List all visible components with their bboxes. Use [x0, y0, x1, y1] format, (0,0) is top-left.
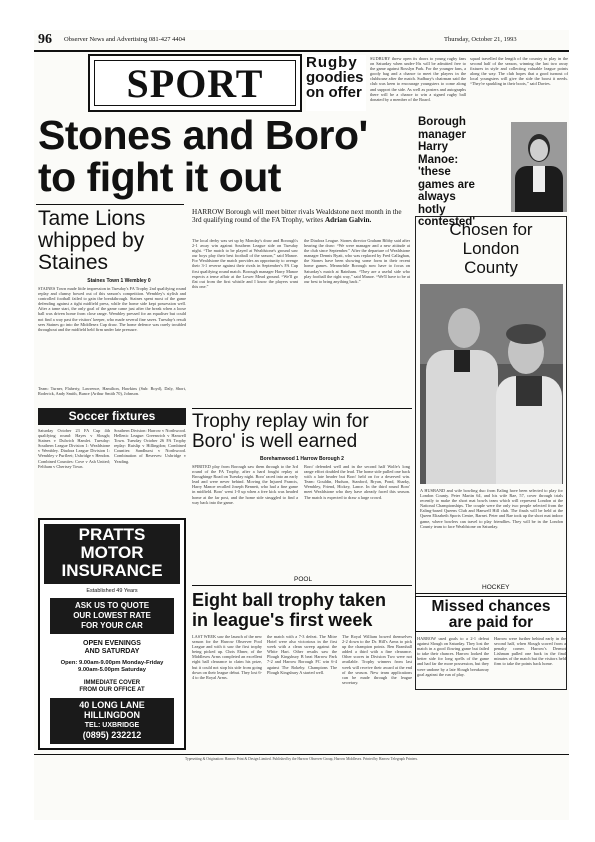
advert-cover-line: FROM OUR OFFICE AT	[79, 687, 145, 693]
divider	[415, 593, 567, 594]
soccer-fixtures-title: Soccer fixtures	[68, 409, 156, 423]
fixtures-col1: Saturday October 23 FA Cup 4th qualifying round: Hayes v Slough; Staines v Dulwich Hamlet. Tuesday: Southern League Division 1: Wealdstone v Wembley. Diadora League Division 1: Wembley v Purfleet; Uxbridge v Hendon. Combined Counties: Cove v Ash United; Feltham v Chertsey Town.	[38, 428, 110, 469]
replay-col2: Boro' defended well and in the second half Wolfe's long range effort doubled the lead. The home side pulled one back with a late header but Boro' held on for a deserved win. Team: Gouldin, Hudson, Stanford, Bryan, Pond, Sharky, Wembley, Friend, Hickey, Lance. In the third round Boro' meet Wealdstone who they have already faced this season. The match is expected to draw a large crowd.	[304, 464, 410, 500]
header-rule	[34, 50, 569, 52]
rugby-body-continued: squad travelled the length of the country to play in the second half of the season, winning the last two away fixtures in style and collecting valuable league points along the way. The club hopes that a good turnout of local youngsters will give the side the boost it needs. “They're sparkling in their boots,” said Davies.	[470, 56, 568, 87]
newspaper-page	[34, 30, 569, 820]
quote-line: games are	[418, 178, 475, 191]
masthead: Observer News and Advertising 081-427 4404	[64, 36, 186, 43]
advert-phone: (0895) 232212	[82, 730, 142, 740]
quote-line: hotly	[418, 203, 446, 216]
london-line: London	[462, 239, 520, 258]
tame-lions-line: Staines	[38, 251, 109, 274]
advert-quote-line: ASK US TO QUOTE	[74, 601, 150, 610]
pool-col2: the match with a 7-3 defeat. The Mitre Hotel were also victorious in the first week with a clean sweep against the White Hart. Other results saw the Plough Kingsbury B beat Harrow Park 7-2 and Harrow Borough FC win 6-4 against The Rokeby. Champions The Plough Kingsbury A started well.	[267, 634, 337, 675]
london-county-headline	[417, 220, 565, 277]
pool-label: POOL	[294, 576, 313, 583]
tame-lions-line: whipped by	[38, 229, 145, 252]
quote-line: Harry	[418, 141, 449, 153]
hockey-label: HOCKEY	[482, 584, 510, 591]
quote-line: 'these	[418, 166, 451, 178]
advert-open-line: AND SATURDAY	[84, 648, 140, 655]
advert-established: Established 49 Years	[86, 588, 138, 594]
london-line: Chosen for	[449, 220, 533, 239]
advert-hours-line: 9.00am-5.00pm Saturday	[78, 667, 146, 673]
advert-quote-line: OUR LOWEST RATE	[73, 611, 151, 620]
woman-hair	[506, 324, 546, 344]
london-county-caption: A HUSBAND and wife bowling duo from Ealing have been selected to play for London County. Peter Martin 64, and his wife Rae, 57, cover through trials recently to make the short mat bowls team which will represent London at the National Championships. The couple were the only two people selected from the Ealing-based Queens Club and Hanwell Hill club. The finals will be held at the Queen Elizabeth Sports Centre, Barnet. Peter and Rae took up the short mat indoor game, where bowlers can travel to play friendlies. They will be in the London County team to face Wealdstone on Saturday.	[420, 488, 563, 529]
quote-line: Borough	[418, 116, 466, 128]
woman-scarf	[516, 376, 542, 406]
sport-banner	[88, 54, 302, 112]
issue-date: Thursday, October 21, 1993	[444, 36, 517, 43]
divider	[36, 204, 184, 205]
bowlers-photo	[420, 284, 563, 484]
advert-title-line: MOTOR	[80, 543, 144, 562]
advert-title-line: PRATTS	[78, 525, 146, 544]
man-collar	[454, 350, 470, 372]
main-headline-line: to fight it out	[38, 154, 281, 200]
rugby-body: SUDBURY threw open its doors to young rugby fans on Saturday when under-16s will be admitted free to the game against Rosslyn Park. For the younger fans, a goody bag and a chance to meet the players in the clubhouse after the match. Sudbury's chairman said the club was keen to encourage youngsters to come along and support the side. As well as posters and autographs there will be a chance to win a signed rugby ball donated by a member of the Board.	[370, 56, 466, 102]
rugby-headline-line: on offer	[306, 84, 362, 101]
sport-title: SPORT	[126, 61, 264, 106]
hockey-col2: Harrow were further behind early in the second half, when Slough scored from a penalty corner. Harrow's Dermot Lishman pulled one back in the final minutes of the match but the visitors held firm to take the points back home.	[494, 636, 566, 667]
advert-address-line: 40 LONG LANE	[79, 700, 145, 710]
page-number: 96	[38, 32, 52, 47]
harrow-intro-text: HARROW Borough will meet bitter rivals Wealdstone next month in the 3rd qualifying round of the FA Trophy, writes	[192, 208, 402, 225]
hockey-line: Missed chances	[431, 598, 551, 615]
pool-col1: LAST WEEK saw the launch of the new season for the Harrow Observer Pool League and with it saw the first trophy being picked up. Chris Ebner, of the Middlesex Arms completed an excellent eight ball clearance to claim his prize, but it could not stop his side from going down on their league debut. They lost 6-4 to the Royal Arms.	[192, 634, 262, 680]
advert-tel: TEL: UXBRIDGE	[84, 722, 140, 729]
hockey-headline-box	[415, 596, 567, 632]
fixtures-col2: Southern Division: Harrow v Northwood. Hellenic League: Greenwich v Hanwell Town. Tuesday October 26 FA Trophy replay: Ruislip v Hillingdon; Combined Counties: Sandhurst v Northwood. Combination of Reserves: Uxbridge v Yeading.	[114, 428, 186, 464]
advert-open-line: OPEN EVENINGS	[83, 640, 141, 647]
harrow-writer: Adrian Galvin.	[324, 216, 372, 225]
footer-rule	[34, 754, 569, 755]
advert-address-line: HILLINGDON	[84, 710, 140, 720]
man-head	[448, 308, 480, 348]
main-headline	[38, 114, 413, 198]
hockey-col1: HARROW used goals to a 2-1 defeat against Slough on Saturday. They lost the match in a good flowing game but failed to take their chances. Harrow looked the better side for long spells of the game and had far the more possession, but they were undone by a late Slough breakaway goal against the run of play.	[417, 636, 489, 677]
pratts-advert	[38, 518, 186, 750]
pool-line: Eight ball trophy taken	[192, 590, 387, 610]
photo-shirt	[533, 166, 545, 192]
hockey-line: are paid for	[448, 614, 534, 631]
tame-lions-line: Tame Lions	[38, 207, 146, 230]
rugby-headline	[306, 55, 366, 111]
rugby-headline-line: Rugby	[306, 54, 358, 71]
pool-line: in league's first week	[192, 610, 373, 630]
pool-headline	[192, 590, 414, 630]
replay-headline	[192, 412, 414, 452]
main-headline-line: Stones and Boro'	[38, 112, 368, 158]
divider	[192, 585, 412, 586]
tame-lions-body: STAINES Town made little impression in Tuesday's FA Trophy 2nd qualifying round replay and clumsy bowed out of this season's competition. Wembley's stylish and controlled football failed to gain the breakthrough. Staines spent most of the game defending against a tight midfield press, while the home side kept possession well. After a tame start, the only goal of the game came just after the break when a loose ball was driven home from close range. Wembley pressed for an equaliser but could not find a way past the visitors' keeper, who made several fine saves. Tuesday's result sees Staines go into the Middlesex Cup draw. The home defence was rarely troubled throughout and the midfield held firm under late pressure.	[38, 286, 186, 332]
divider	[192, 408, 412, 409]
footer-credits: Typesetting & Origination: Harrow Print & Design Limited. Published by the Harrow Observer Group, Harrow Middlesex. Printed by Harrow Telegraph Printers.	[185, 757, 418, 761]
harrow-col2: the Diadora League. Stones director Graham Bibby said after hearing the draw: “We were manager and a new attitude at the club since September.” After the departure of Wealdstone manager Dennis Byatt, who was replaced by Fred Callaghan, the Stones have been showing some form in their recent home games. Meanwhile Borough now have to focus on Saturday's match at Rainham. “They are a useful side who play football the right way,” said Manoe. “We'll have to be at our best to bring anything back.”	[304, 238, 410, 284]
replay-line: Boro' is well earned	[192, 431, 358, 452]
tame-lions-teams: Team: Turner, Flaherty, Lawrence, Hamilton, Hawkins (Sub: Boyd), Daly, Short, Roderick, Andy Smith, Bunce (Arthur Smith 70), Johnson.	[38, 386, 186, 397]
replay-line: Trophy replay win for	[192, 411, 369, 432]
tame-lions-headline	[38, 208, 188, 274]
tame-lions-byline: Staines Town 1 Wembley 0	[87, 278, 151, 284]
replay-byline: Borehamwood 1 Harrow Borough 2	[260, 456, 344, 462]
soccer-fixtures-bar	[38, 408, 186, 425]
manoe-quote	[418, 116, 508, 229]
advert-quote-line: FOR YOUR CAR	[81, 621, 143, 630]
harrow-col1: The local derby was set up by Monday's draw and Borough's 2-1 away win against Southern League side on Tuesday night. “The match to be played at Wealdstone's ground saw our boys play their best football of the season,” said Manoe. For Wealdstone the match provides an opportunity to avenge their 3-1 reverse against their rivals in September's FA Cup first qualifying round match. Borough manager Harry Manoe expects a tense affair at the Lower Mead ground. “We'll go flat out from the first whistle and I know the players want this one.”	[192, 238, 298, 289]
replay-col1: SPIRITED play from Borough saw them through to the 3rd round of the FA Trophy, after a hard fought replay at Broughinge Road on Tuesday night. Boro' raced into an early lead and were never behind. Moving the Injured Francis, Harry Manoe recalled Joseph Bennett, who had a fine game in midfield. Boro' went 1-0 up when a free kick was headed home at the far post, and the home side struggled to find a way back into the game.	[192, 464, 298, 505]
pool-col3: The Royal William bowed themselves 2-2 down to the Dr. Hill's Arms to pick up the champion points. Ben Bramhall added a third with a fine clearance. Other scores in Division Two were not available. Trophy winners from last week will receive their award at the end of the season. New team applications can be made through the league secretary.	[342, 634, 412, 685]
harry-manoe-photo	[511, 122, 567, 212]
quote-line: always	[418, 191, 456, 203]
advert-hours-line: Open: 9.00am-9.00pm Monday-Friday	[60, 660, 164, 666]
photo-face	[530, 139, 548, 161]
advert-cover-line: IMMEDIATE COVER	[83, 680, 141, 686]
rugby-headline-line: goodies	[306, 69, 364, 86]
advert-title-line: INSURANCE	[61, 561, 163, 580]
quote-line: contested'	[418, 216, 476, 228]
london-line: County	[464, 258, 518, 277]
quote-line: manager	[418, 128, 466, 141]
harrow-intro	[192, 208, 412, 224]
quote-line: Manoe:	[418, 153, 459, 166]
